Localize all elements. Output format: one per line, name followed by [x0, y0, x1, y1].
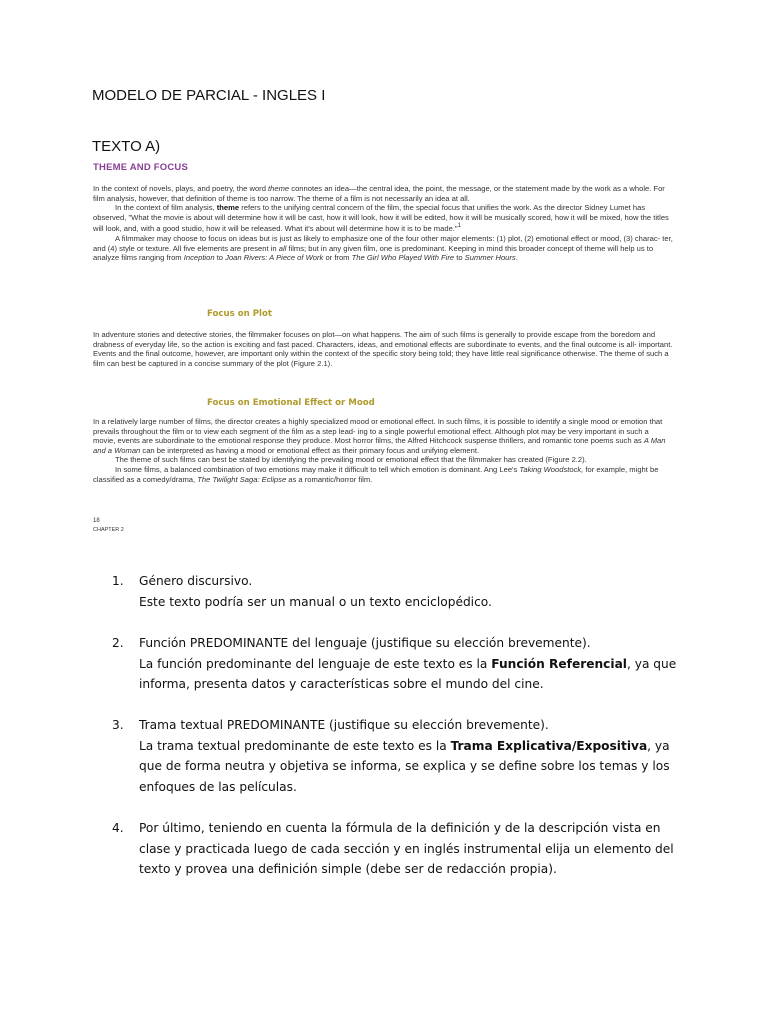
question-text: Trama textual PREDOMINANTE (justifique su elección brevemente). [139, 718, 549, 732]
chapter-label: CHAPTER 2 [93, 527, 124, 533]
answer-text: La función predominante del lenguaje de este texto es la Función Referencial, ya que informa, presenta datos y características sobre el mundo del cine. [139, 656, 677, 691]
paragraph: In adventure stories and detective stories, the filmmaker focuses on plot—on what happens. The aim of such films is generally to provide escape from the boredom and drabness of everyday life, so the action is exciting and fast paced. Characters, ideas, and emotional effects are subordinate to events, and the final outcome is all- important. Events and the final outcome, however, are important only within the context of the specific story being told; they have little real significance otherwise. The theme of such a film can best be captured in a concise summary of the plot (Figure 2.1). [93, 330, 673, 368]
question-number: 1. [112, 574, 124, 588]
question-2 [112, 633, 682, 695]
document-title: MODELO DE PARCIAL - INGLES I [92, 87, 326, 104]
paragraph: In the context of novels, plays, and poetry, the word theme connotes an idea—the central idea, the point, the message, or the statement made by the work as a whole. For film analysis, however, that definition of theme is too narrow. The theme of a film is not necessarily an idea at all. [93, 184, 665, 203]
plot-heading: Focus on Plot [207, 309, 273, 319]
article-intro [93, 184, 673, 263]
plot-section [93, 330, 673, 368]
mood-heading: Focus on Emotional Effect or Mood [207, 398, 375, 408]
section-label: TEXTO A) [92, 138, 161, 155]
question-number: 3. [112, 718, 124, 732]
footnote-marker: 1 [457, 223, 461, 230]
answer-text: La trama textual predominante de este texto es la Trama Explicativa/Expositiva, ya que de forma neutra y objetiva se informa, se explica y se define sobre los temas y los enfoques de las películas. [139, 738, 670, 794]
paragraph: A filmmaker may choose to focus on ideas but is just as likely to emphasize one of the four other major elements: (1) plot, (2) emotional effect or mood, (3) charac- ter, and (4) style or texture. All five elements are present in all films; but in any given film, one is predominant. Keeping in mind this broader concept of theme will help us to analyze films ranging from Inception to Joan Rivers: A Piece of Work or from The Girl Who Played With Fire to Summer Hours. [93, 233, 673, 263]
question-3 [112, 715, 682, 797]
question-number: 2. [112, 636, 124, 650]
article-heading: THEME AND FOCUS [93, 162, 189, 173]
question-text: Función PREDOMINANTE del lenguaje (justifique su elección brevemente). [139, 636, 591, 650]
question-text: Género discursivo. [139, 574, 253, 588]
question-1 [112, 571, 682, 612]
question-4 [112, 818, 682, 880]
question-text: Por último, teniendo en cuenta la fórmula de la definición y de la descripción vista en clase y practicada luego de cada sección y en inglés instrumental elija un elemento del texto y provea una definición simple (debe ser de redacción propia). [139, 821, 674, 876]
paragraph: In a relatively large number of films, the director creates a highly specialized mood or emotional effect. In such films, it is possible to identify a single mood or emotion that prevails throughout the film or to view each segment of the film as a step lead- ing to a single powerful emotional effect. Although plot may be very important in such a movie, events are subordinate to the emotional response they produce. Most horror films, the Alfred Hitchcock suspense thrillers, and romantic tone poems such as A Man and a Woman can be interpreted as having a mood or emotional effect as their primary focus and unifying element. [93, 417, 666, 455]
mood-section [93, 417, 673, 484]
paragraph: The theme of such films can best be stated by identifying the prevailing mood or emotional effect that the filmmaker has created (Figure 2.2). [115, 455, 587, 465]
page-number: 18 [93, 518, 100, 524]
paragraph: In the context of film analysis, theme refers to the unifying central concern of the film, the special focus that unifies the work. As the director Sidney Lumet has observed, "What the movie is about will determine how it will be cast, how it will look, how it will be edited, how it will be musically scored, how it will be mixed, how the titles will look, and, with a good studio, how it will be released. What it's about will determine how it is to be made."$^1$ [93, 203, 669, 234]
question-number: 4. [112, 821, 124, 835]
paragraph: In some films, a balanced combination of two emotions may make it difficult to tell which emotion is dominant. Ang Lee's Taking Woodstock, for example, might be classified as a comedy/drama, The Twilight Saga: Eclipse as a romantic/horror film. [93, 464, 659, 484]
answer-text: Este texto podría ser un manual o un texto enciclopédico. [139, 594, 492, 609]
